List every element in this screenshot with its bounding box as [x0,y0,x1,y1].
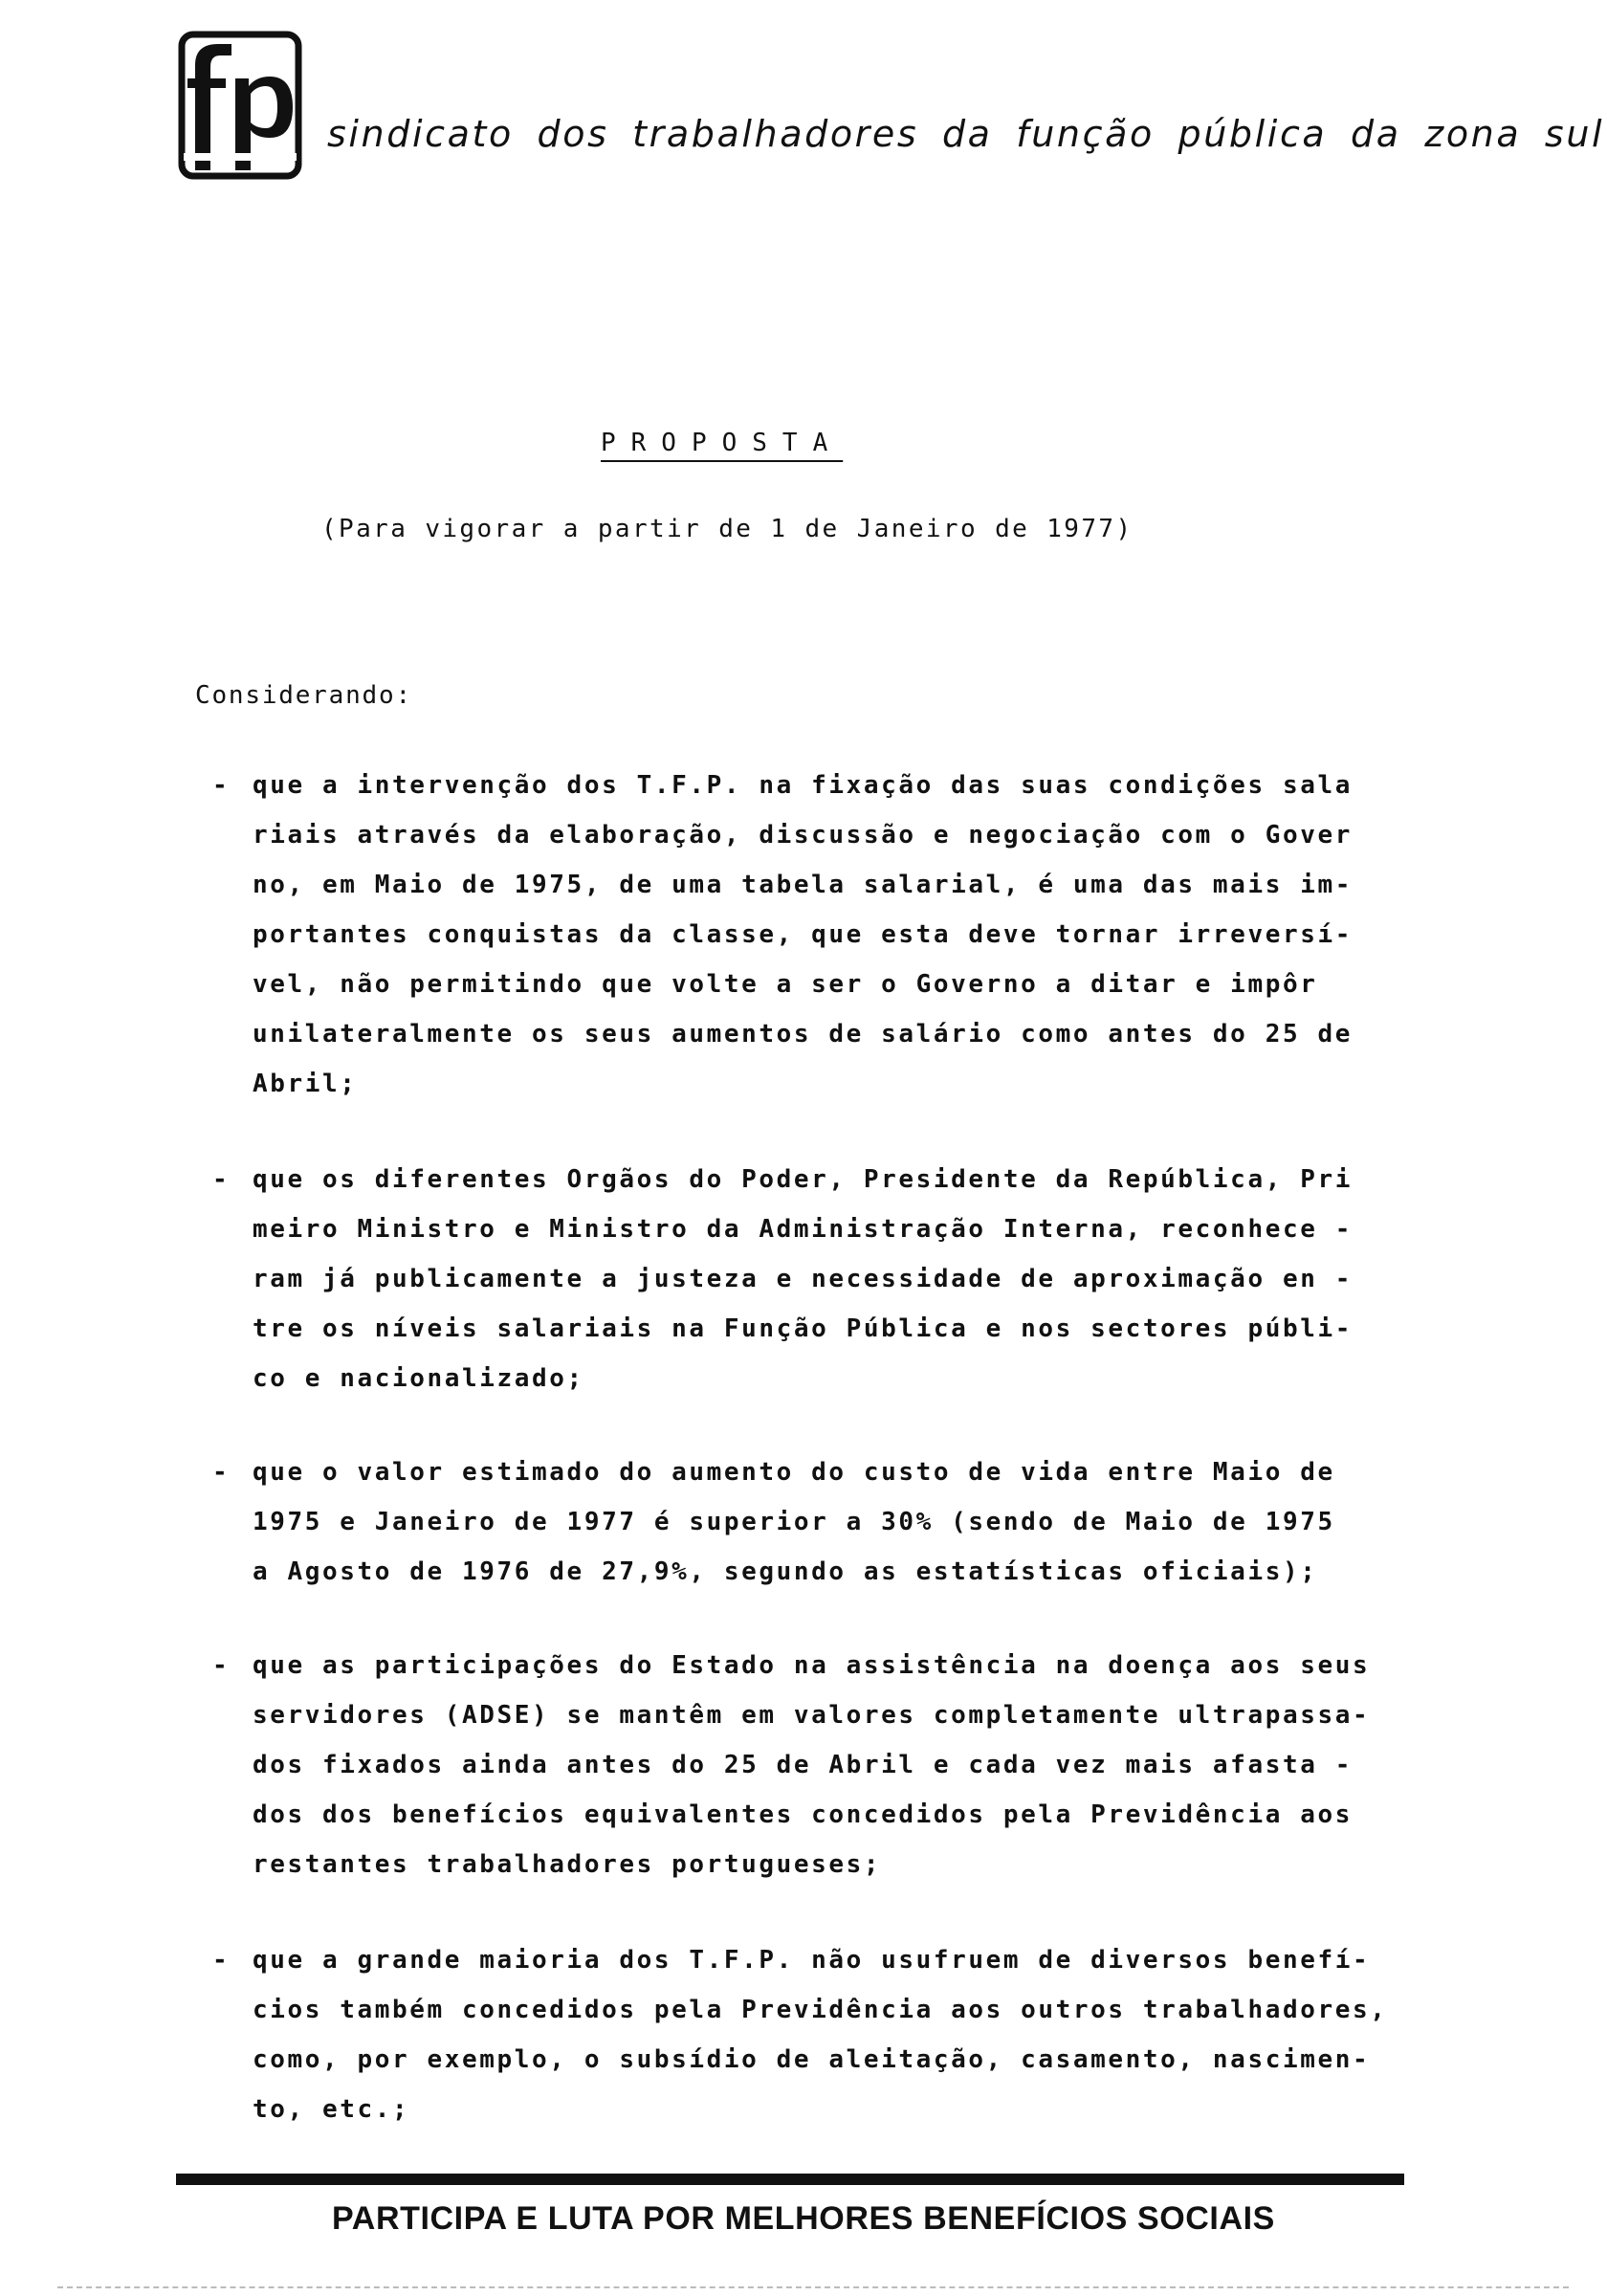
considerations-list [212,761,1408,2134]
document-subtitle: (Para vigorar a partir de 1 de Janeiro de 1977) [321,515,1134,543]
union-logo [178,31,302,180]
list-item-text: que o valor estimado do aumento do custo de vida entre Maio de 1975 e Janeiro de 1977 é superior a 30% (sendo de Maio de 1975 a Agosto de 1976 de 27,9%, segundo as estatísticas oficiais); [253,1458,1335,1586]
intro-heading: Considerando: [195,681,412,710]
list-item-text: que as participações do Estado na assistência na doença aos seus servidores (ADSE) se mantêm em valores completamente ultrapassa- dos fixados ainda antes do 25 de Abril e cada vez mais afasta - dos dos benefícios equivalentes concedidos pela Previdência aos restantes trabalhadores portugueses; [253,1651,1371,1879]
list-item [212,1447,1408,1597]
bullet-dash: - [212,1651,228,1680]
list-item-text: que a intervenção dos T.F.P. na fixação das suas condições sala riais através da elaboração, discussão e negociação com o Gover no, em Maio de 1975, de uma tabela salarial, é uma das mais im- portantes conquistas da classe, que esta deve tornar irreversí- vel, não permitindo que volte a ser o Governo a ditar e impôr unilateralmente os seus aumentos de salário como antes do 25 de Abril; [253,771,1353,1098]
footer-motto: PARTICIPA E LUTA POR MELHORES BENEFÍCIOS SOCIAIS [332,2200,1275,2237]
bullet-dash: - [212,771,228,800]
scan-edge-divider [57,2286,1569,2288]
bullet-dash: - [212,1165,228,1194]
bullet-dash: - [212,1946,228,1975]
list-item [212,1155,1408,1403]
list-item [212,1935,1408,2134]
list-item-text: que a grande maioria dos T.F.P. não usufruem de diversos benefí- cios também concedidos pela Previdência aos outros trabalhadores, como, por exemplo, o subsídio de aleitação, casamento, nascimen- to, etc.; [253,1946,1388,2124]
footer-divider [176,2174,1404,2185]
list-item [212,1641,1408,1889]
list-item-text: que os diferentes Orgãos do Poder, Presidente da República, Pri meiro Ministro e Ministro da Administração Interna, reconhece - ram já publicamente a justeza e necessidade de aproximação en - tre os níveis salariais na Função Pública e nos sectores públi- co e nacionalizado; [253,1165,1353,1393]
document-title: PROPOSTA [601,429,844,457]
organization-name: sindicato dos trabalhadores da função pública da zona sul [327,113,1605,155]
bullet-dash: - [212,1458,228,1487]
list-item [212,761,1408,1109]
